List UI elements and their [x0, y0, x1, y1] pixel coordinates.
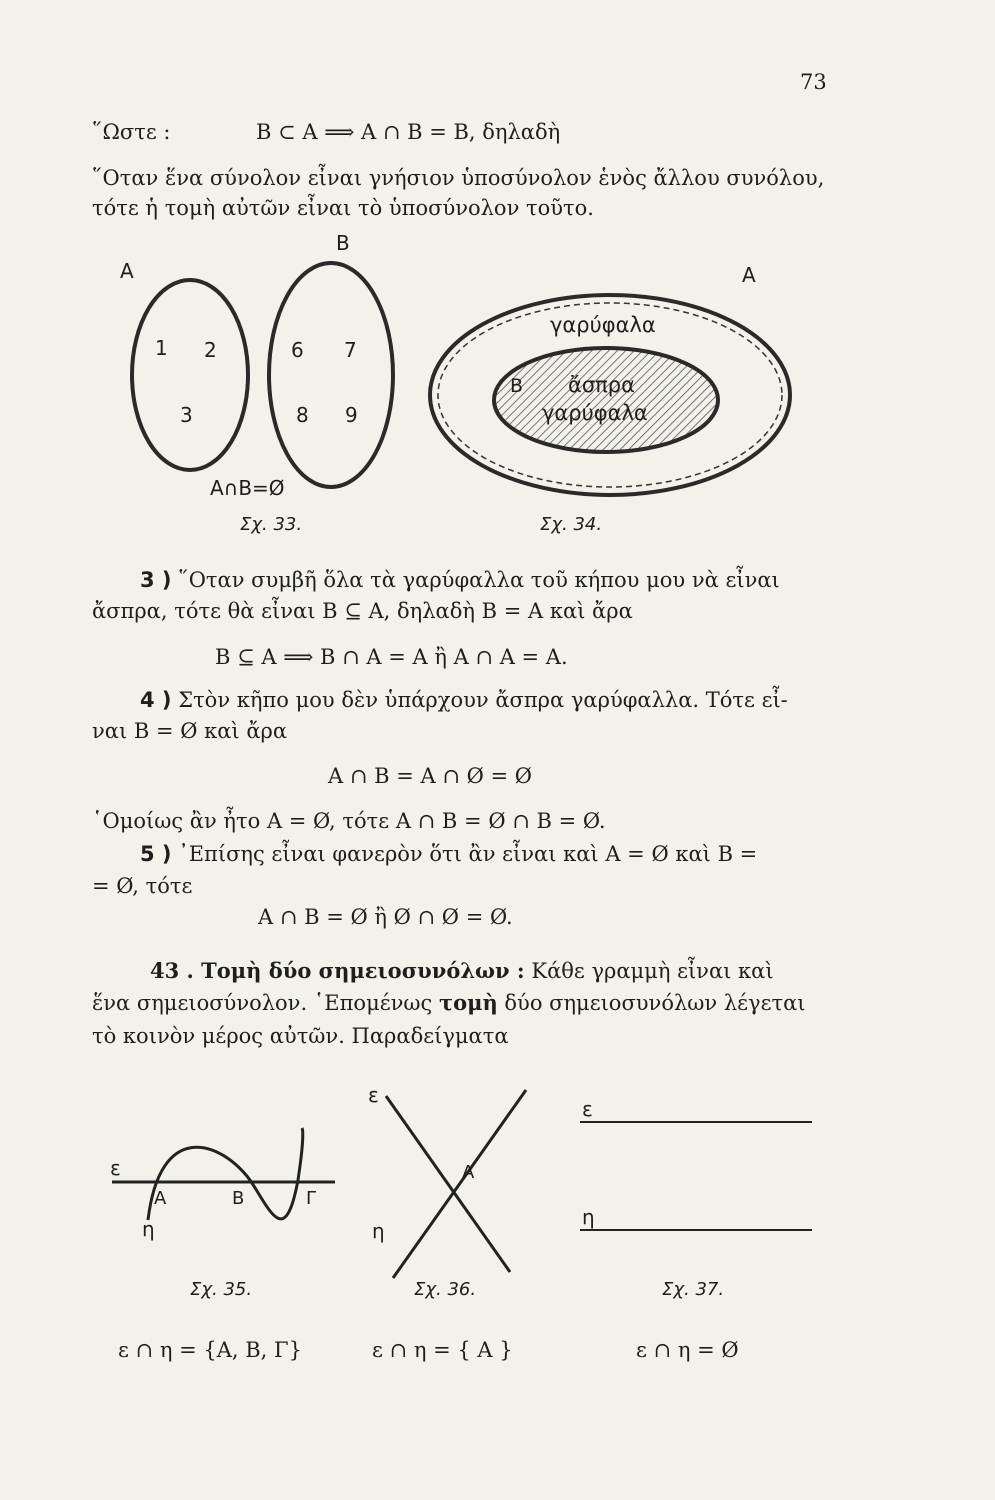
fig35-point-b: B: [232, 1188, 245, 1209]
item4-line-2: ναι B = Ø καὶ ἄρα: [92, 719, 288, 743]
fig35-point-a: A: [154, 1188, 167, 1209]
set-a-ellipse: [132, 280, 248, 470]
item5-line-2: = Ø, τότε: [92, 874, 193, 898]
item4-number: 4 ): [140, 688, 172, 712]
fig35-result: ε ∩ η = {A, B, Γ}: [118, 1338, 302, 1362]
section43-heading: 43 . Τομὴ δύο σημειοσυνόλων :: [150, 958, 525, 983]
top-text-line-2: τότε ἡ τομὴ αὐτῶν εἶναι τὸ ὑποσύνολον τοῦτο.: [92, 196, 594, 220]
fig36-point-a: A: [462, 1162, 475, 1183]
section43-text-1: Κάθε γραμμὴ εἶναι καὶ: [531, 959, 774, 983]
section43-line-1: [150, 957, 774, 985]
set-a-element-3: 3: [180, 403, 193, 427]
set-b-element-7: 7: [344, 338, 357, 362]
implication-formula: B ⊂ A ⟹ A ∩ B = B, δηλαδὴ: [256, 120, 561, 144]
fig37-caption: Σχ. 37.: [662, 1279, 725, 1300]
fig34-inner-ellipse: [494, 348, 718, 452]
set-b-element-6: 6: [291, 338, 304, 362]
section43-text-2a: ἕνα σημειοσύνολον. ῾Επομένως: [92, 991, 433, 1015]
item5-text-1: ᾿Επίσης εἶναι φανερὸν ὅτι ἂν εἶναι καὶ A = Ø καὶ B =: [178, 842, 758, 866]
section43-line-3: τὸ κοινὸν μέρος αὐτῶν. Παραδείγματα: [92, 1024, 509, 1048]
fig36-result: ε ∩ η = { A }: [372, 1338, 513, 1362]
fig36-line-eps: [386, 1096, 510, 1272]
fig37-result: ε ∩ η = Ø: [636, 1338, 739, 1362]
item4-line-1: [140, 686, 788, 714]
figures-35-37: [0, 1060, 995, 1300]
fig34-outer-text: γαρύφαλα: [550, 313, 656, 337]
item4-similarly: ῾Ομοίως ἂν ἦτο A = Ø, τότε A ∩ B = Ø ∩ B = Ø.: [92, 809, 606, 833]
fig36-eps: ε: [368, 1083, 379, 1107]
set-b-ellipse: [269, 263, 393, 487]
item5-line-1: [140, 840, 757, 868]
fig33-label-a: A: [120, 259, 134, 283]
fig34-caption: Σχ. 34.: [540, 514, 603, 535]
item3-number: 3 ): [140, 568, 172, 592]
item3-line-1: [140, 566, 780, 594]
fig34-inner-text-2: γαρύφαλα: [542, 401, 648, 425]
fig35-point-g: Γ: [306, 1188, 317, 1209]
fig35-eta: η: [142, 1217, 155, 1241]
fig37-eps: ε: [582, 1097, 593, 1121]
fig35-eps: ε: [110, 1156, 121, 1180]
fig34-label-b: B: [510, 375, 524, 397]
fig33-caption: Σχ. 33.: [240, 514, 303, 535]
item4-formula: A ∩ B = A ∩ Ø = Ø: [328, 764, 532, 788]
fig36-eta: η: [372, 1219, 385, 1243]
set-b-element-9: 9: [345, 403, 358, 427]
section43-line-2: [92, 989, 806, 1017]
item3-line-2: ἄσπρα, τότε θὰ εἶναι B ⊆ A, δηλαδὴ B = A καὶ ἄρα: [92, 599, 633, 623]
item4-text-1: Στὸν κῆπο μου δὲν ὑπάρχουν ἄσπρα γαρύφαλλα. Τότε εἶ-: [178, 688, 788, 712]
fig36-caption: Σχ. 36.: [414, 1279, 477, 1300]
item3-text-1: ῞Οταν συμβῆ ὅλα τὰ γαρύφαλλα τοῦ κήπου μου νὰ εἶναι: [178, 568, 780, 592]
section43-term-intersection: τομὴ: [438, 990, 498, 1015]
top-text-line-1: ῞Οταν ἕνα σύνολον εἶναι γνήσιον ὑποσύνολον ἑνὸς ἄλλου συνόλου,: [92, 166, 825, 190]
set-a-element-2: 2: [204, 338, 217, 362]
item3-formula: B ⊆ A ⟹ B ∩ A = A ἢ A ∩ A = A.: [215, 645, 568, 669]
page-number: 73: [800, 70, 827, 94]
fig33-label-b: B: [336, 231, 350, 255]
set-b-element-8: 8: [296, 403, 309, 427]
fig34-inner-text-1: ἄσπρα: [568, 373, 635, 397]
fig35-curve-eta: [148, 1128, 303, 1220]
fig36-line-eta: [393, 1090, 526, 1278]
fig34-label-a: A: [742, 263, 756, 287]
fig33-intersection: A∩B=Ø: [210, 476, 285, 500]
fig37-eta: η: [582, 1205, 595, 1229]
figures-33-34: [0, 0, 995, 560]
item5-formula: A ∩ B = Ø ἢ Ø ∩ Ø = Ø.: [258, 905, 513, 929]
oste-label: ῞Ωστε :: [92, 120, 171, 144]
set-a-element-1: 1: [155, 336, 168, 360]
section43-text-2b: δύο σημειοσυνόλων λέγεται: [504, 991, 806, 1015]
fig35-caption: Σχ. 35.: [190, 1279, 253, 1300]
item5-number: 5 ): [140, 842, 172, 866]
